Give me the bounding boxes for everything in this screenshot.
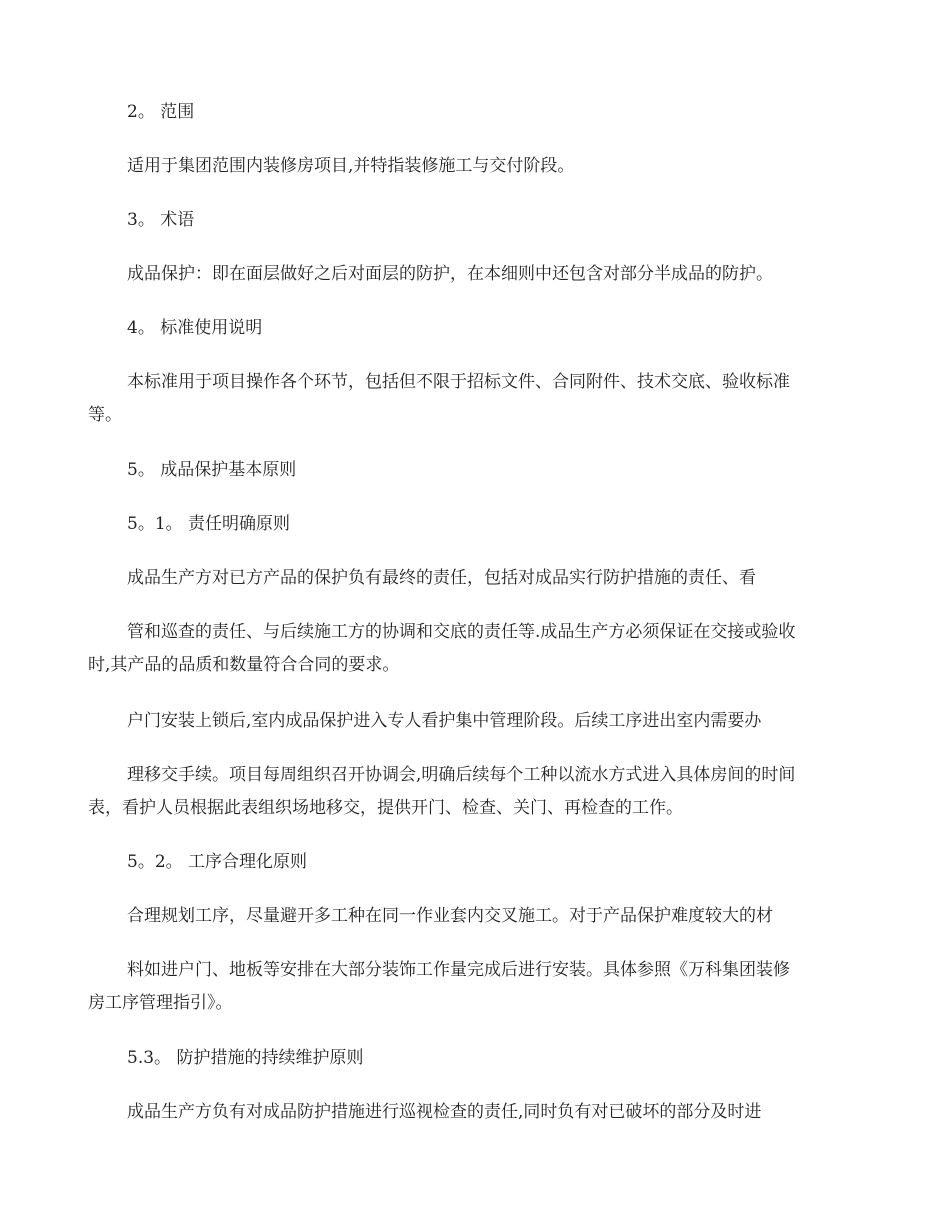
section-4-text-line-1: 本标准用于项目操作各个环节，包括但不限于招标文件、合同附件、技术交底、验收标准 (127, 372, 790, 392)
section-3-text: 成品保护：即在面层做好之后对面层的防护，在本细则中还包含对部分半成品的防护。 (127, 264, 773, 284)
section-5-3-heading: 5.3。 防护措施的持续维护原则 (127, 1048, 364, 1068)
section-5-1-paragraph-2-line-2: 时,其产品的品质和数量符合合同的要求。 (88, 655, 400, 675)
section-2-heading: 2。 范围 (127, 102, 195, 122)
section-5-1-heading: 5。1。 责任明确原则 (127, 514, 291, 534)
section-5-1-paragraph-4-line-1: 理移交手续。项目每周组织召开协调会,明确后续每个工种以流水方式进入具体房间的时间 (127, 765, 796, 785)
section-5-1-paragraph-3: 户门安装上锁后,室内成品保护进入专人看护集中管理阶段。后续工序进出室内需要办 (127, 711, 762, 731)
section-5-2-paragraph-2-line-1: 料如进户门、地板等安排在大部分装饰工作量完成后进行安装。具体参照《万科集团装修 (127, 960, 790, 980)
section-5-1-paragraph-4-line-2: 表，看护人员根据此表组织场地移交，提供开门、检查、关门、再检查的工作。 (88, 798, 683, 818)
section-5-2-heading: 5。2。 工序合理化原则 (127, 852, 308, 872)
section-3-heading: 3。 术语 (127, 210, 195, 230)
section-4-heading: 4。 标准使用说明 (127, 318, 263, 338)
section-5-2-paragraph-2-line-2: 房工序管理指引》。 (88, 993, 233, 1013)
section-5-1-paragraph-2-line-1: 管和巡查的责任、与后续施工方的协调和交底的责任等.成品生产方必须保证在交接或验收 (127, 622, 796, 642)
section-5-2-paragraph-1: 合理规划工序，尽量避开多工种在同一作业套内交叉施工。对于产品保护难度较大的材 (127, 906, 773, 926)
section-2-text: 适用于集团范围内装修房项目,并特指装修施工与交付阶段。 (127, 156, 575, 176)
section-4-text-line-2: 等。 (88, 405, 122, 425)
section-5-3-paragraph-1: 成品生产方负有对成品防护措施进行巡视检查的责任,同时负有对已破坏的部分及时进 (127, 1102, 762, 1122)
section-5-heading: 5。 成品保护基本原则 (127, 460, 297, 480)
section-5-1-paragraph-1: 成品生产方对已方产品的保护负有最终的责任，包括对成品实行防护措施的责任、看 (127, 568, 756, 588)
